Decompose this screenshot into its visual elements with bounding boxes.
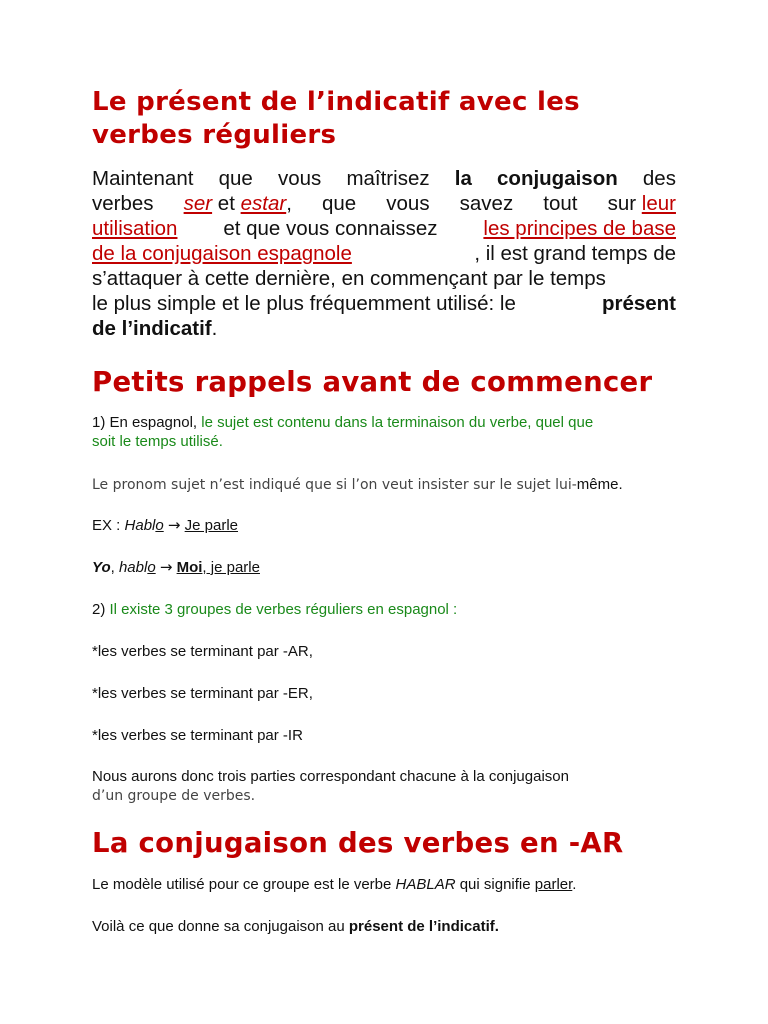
text: 1) En espagnol, — [92, 414, 202, 431]
heading1-line2: verbes réguliers — [92, 120, 337, 150]
pronoun-moi: Moi — [176, 559, 203, 576]
green-text: le sujet est contenu dans la terminaison du verbe, quel que — [201, 414, 594, 431]
text: Nous aurons donc trois parties correspondant chacune à la conjugaison — [92, 768, 569, 785]
word: que — [321, 192, 357, 215]
intro-line-2 — [92, 191, 676, 216]
intro-line-7 — [92, 316, 676, 341]
comma: , — [286, 192, 292, 215]
word: vous — [386, 192, 430, 215]
translation: Je parle — [184, 517, 239, 534]
link-ser[interactable]: ser — [183, 192, 213, 215]
word: la — [454, 167, 472, 190]
verb-stem: Habl — [124, 517, 156, 534]
heading-petits-rappels: Petits rappels avant de commencer — [92, 366, 653, 398]
meaning-parler: parler — [534, 876, 573, 893]
intro-line-1 — [92, 166, 676, 191]
text: Le modèle utilisé pour ce groupe est le verbe — [92, 876, 396, 893]
rappel-2 — [92, 600, 692, 619]
pronom-note — [92, 475, 692, 495]
text: 2) — [92, 601, 110, 618]
link-leur-utilisation-part1[interactable]: leur — [641, 192, 676, 215]
arrow-icon: → — [159, 558, 173, 576]
green-text: soit le temps utilisé. — [92, 433, 223, 450]
text: même. — [576, 476, 623, 493]
word: savez — [459, 192, 514, 215]
example-1 — [92, 516, 692, 535]
text: qui signifie — [455, 876, 535, 893]
group-er: *les verbes se terminant par -ER, — [92, 685, 313, 702]
bold-present-indicatif: présent de l’indicatif. — [348, 918, 499, 935]
text: Voilà ce que donne sa conjugaison au — [92, 918, 349, 935]
period: . — [211, 317, 218, 340]
intro-paragraph — [92, 166, 676, 341]
word: que — [218, 167, 253, 190]
parties-paragraph — [92, 767, 692, 806]
group-ir: *les verbes se terminant par -IR — [92, 727, 303, 744]
verb-hablar: HABLAR — [395, 876, 456, 893]
heading-present-indicatif — [92, 86, 692, 152]
word: sur — [607, 192, 637, 215]
intro-line-3 — [92, 216, 676, 241]
voila-paragraph — [92, 917, 692, 936]
intro-line-5: s’attaquer à cette dernière, en commençant par le temps — [92, 267, 606, 290]
text: , il est grand temps de — [474, 242, 676, 265]
link-estar[interactable]: estar — [240, 192, 287, 215]
link-leur-utilisation-part2[interactable]: utilisation — [92, 217, 178, 240]
word: vous — [277, 167, 322, 190]
word: verbes — [92, 192, 154, 215]
intro-line-4 — [92, 241, 676, 266]
word: Maintenant — [92, 167, 194, 190]
pronoun-yo: Yo — [92, 559, 111, 576]
text: EX : — [92, 517, 125, 534]
rappel-1 — [92, 413, 692, 451]
link-principes-part1[interactable]: les principes de base — [483, 217, 676, 240]
word: et — [217, 192, 235, 215]
intro-line-6 — [92, 291, 676, 316]
word: des — [642, 167, 676, 190]
heading-conjugaison-ar: La conjugaison des verbes en -AR — [92, 827, 624, 859]
verb-ending: o — [147, 559, 156, 576]
text: et que vous connaissez — [223, 217, 438, 240]
link-principes-part2[interactable]: de la conjugaison espagnole — [92, 242, 352, 265]
translation: , je parle — [202, 559, 260, 576]
word: maîtrisez — [346, 167, 430, 190]
verb-ending: o — [155, 517, 164, 534]
text: d’un groupe de verbes. — [92, 788, 256, 804]
modele-paragraph — [92, 875, 692, 894]
text: , — [110, 559, 119, 576]
bold-indicatif: de l’indicatif — [92, 317, 212, 340]
bold-present: présent — [601, 292, 676, 315]
example-2 — [92, 558, 692, 577]
text: le plus simple et le plus fréquemment utilisé: le — [92, 292, 516, 315]
word: tout — [543, 192, 578, 215]
text: Le pronom sujet n’est indiqué que si l’on veut insister sur le sujet lui- — [92, 477, 577, 493]
arrow-icon: → — [167, 516, 181, 534]
group-ar: *les verbes se terminant par -AR, — [92, 643, 313, 660]
green-text: Il existe 3 groupes de verbes réguliers en espagnol : — [109, 601, 458, 618]
heading1-line1: Le présent de l’indicatif avec les — [92, 87, 580, 117]
word: conjugaison — [497, 167, 618, 190]
verb-stem: habl — [118, 559, 148, 576]
period: . — [572, 876, 577, 893]
